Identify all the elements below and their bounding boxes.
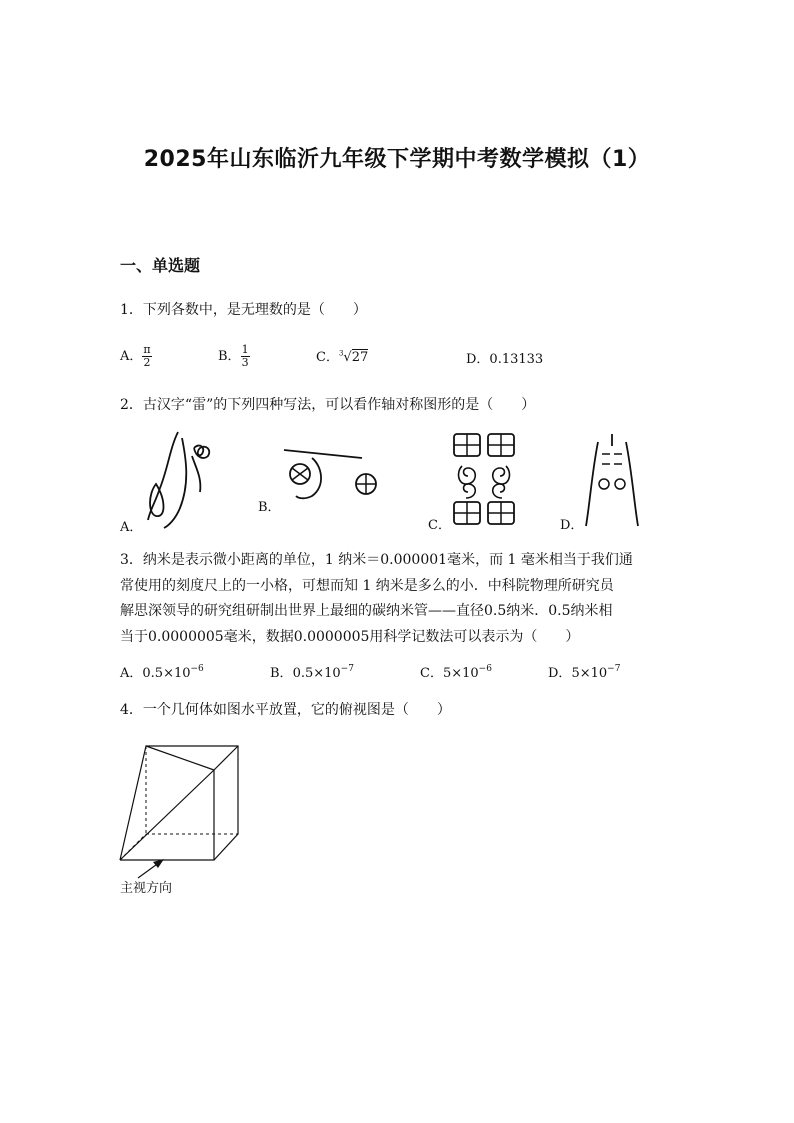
q1-b-fraction: $\frac{1}{3}$ bbox=[241, 343, 249, 369]
glyph-a bbox=[140, 428, 240, 530]
radical-sign: √ bbox=[343, 350, 352, 365]
q3-option-c[interactable]: C．$5\times 10^{-6}$ bbox=[420, 664, 492, 681]
glyph-c bbox=[452, 432, 522, 528]
view-direction-label: 主视方向 bbox=[120, 881, 173, 896]
q3-option-b[interactable]: B．$0.5\times 10^{-7}$ bbox=[270, 664, 354, 681]
q3-option-a[interactable]: A．$0.5\times 10^{-6}$ bbox=[120, 664, 204, 681]
q1-option-a[interactable]: A． $\frac{\pi}{2}$ bbox=[120, 343, 151, 369]
q2-stem: 2．古汉字“雷”的下列四种写法，可以看作轴对称图形的是（ ） bbox=[120, 397, 536, 413]
q1-option-d[interactable]: D．0.13133 bbox=[466, 352, 544, 367]
q1-option-c[interactable]: C．$^3$√27 bbox=[316, 349, 369, 365]
q2-option-d[interactable]: D． bbox=[560, 518, 584, 533]
q2-option-a[interactable]: A． bbox=[120, 520, 143, 535]
page-title: 2025年山东临沂九年级下学期中考数学模拟（1） bbox=[143, 147, 651, 172]
q4-stem: 4．一个几何体如图水平放置，它的俯视图是（ ） bbox=[120, 702, 451, 718]
q1-option-b[interactable]: B． $\frac{1}{3}$ bbox=[218, 343, 249, 369]
q1-stem: 1．下列各数中，是无理数的是（ ） bbox=[120, 302, 367, 318]
q2-option-b[interactable]: B． bbox=[258, 500, 281, 515]
glyph-b bbox=[282, 446, 382, 506]
q2-option-c[interactable]: C． bbox=[428, 518, 451, 533]
section-heading: 一、单选题 bbox=[120, 256, 201, 275]
q3-stem: 3．纳米是表示微小距离的单位，1 纳米＝0.000001毫米，而 1 毫米相当于我们通 常使用的刻度尺上的一小格，可想而知 1 纳米是多么的小．中科院物理所研究员 解思深领导的研究组研制出世界上最细的碳纳米管——直径0.5纳米．0.5纳米相 当于0.0000005毫米，数据0.0000005用科学记数法可以表示为（ ） bbox=[120, 552, 633, 645]
q1-a-fraction: $\frac{\pi}{2}$ bbox=[143, 343, 151, 369]
solid-figure bbox=[116, 742, 246, 882]
glyph-d bbox=[584, 432, 644, 528]
q3-option-d[interactable]: D．$5\times 10^{-7}$ bbox=[548, 664, 621, 681]
